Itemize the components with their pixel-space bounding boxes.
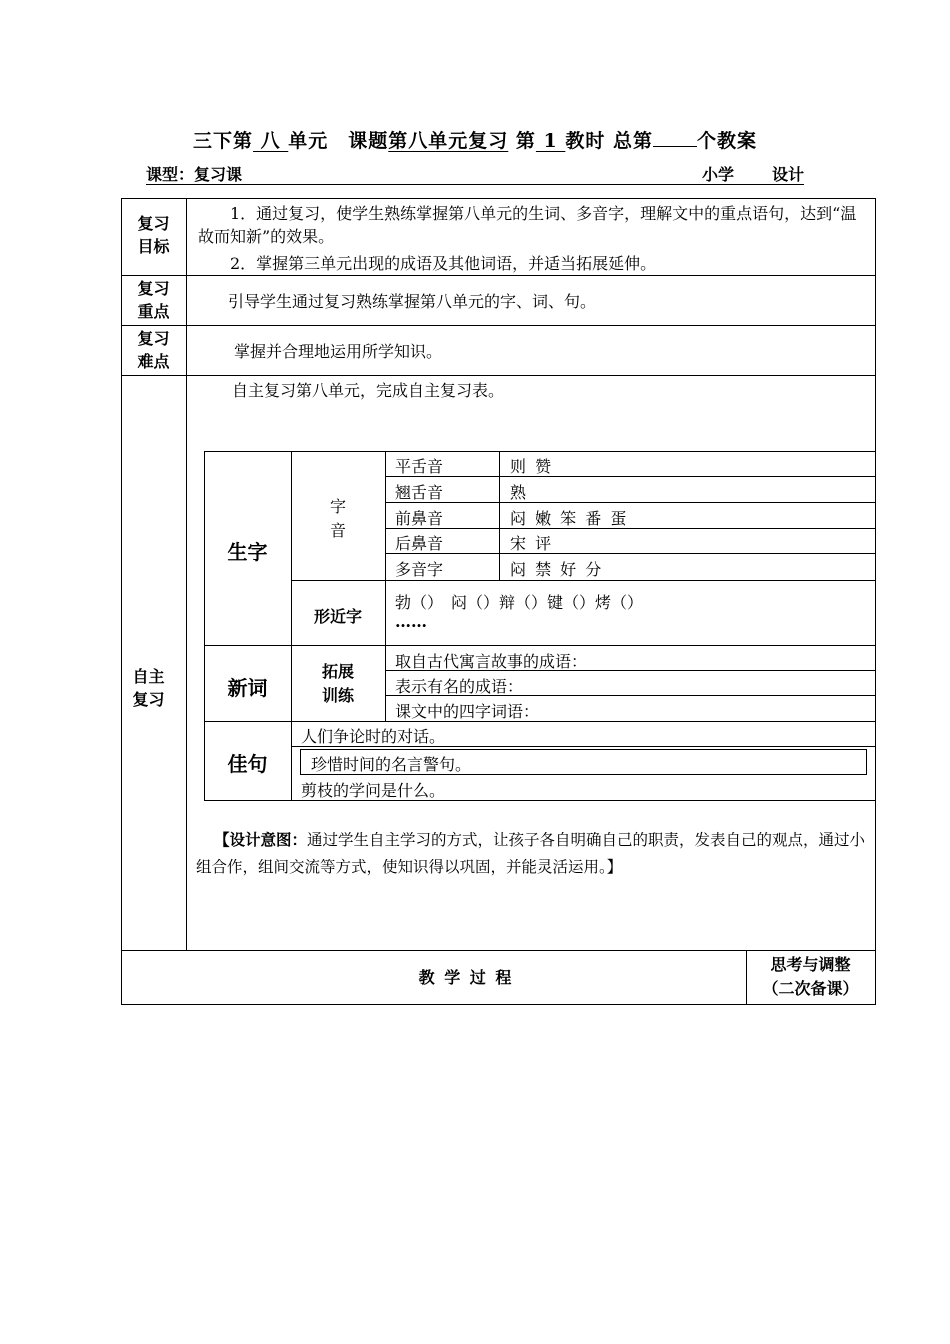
sound-chars: 宋 评: [510, 534, 554, 553]
teaching-process-label: 教 学 过 程: [418, 968, 514, 987]
lesson-number: 1: [535, 130, 566, 152]
jiaju-item: 珍惜时间的名言警句。: [311, 755, 472, 774]
sound-chars: 闷 禁 好 分: [510, 560, 604, 579]
school-design: 小学 设计: [701, 165, 804, 184]
adjust-label-1: 思考与调整: [770, 955, 851, 974]
lesson-topic: 第八单元复习: [388, 130, 509, 152]
goal-text-1: 1．通过复习，使学生熟练掌握第八单元的生词、多音字，理解文中的重点语句，达到“温故而知新”的效果。: [198, 204, 857, 246]
shengzi-label: 生字: [227, 540, 268, 564]
sound-type: 前鼻音: [395, 509, 444, 528]
self-review-intro: 自主复习第八单元，完成自主复习表。: [232, 381, 505, 400]
difficulty-label: 复习 难点: [137, 329, 170, 371]
sound-type: 后鼻音: [395, 534, 444, 553]
sound-type: 平舌音: [395, 457, 444, 476]
sound-chars: 闷 嫩 笨 番 蛋: [510, 509, 629, 528]
goal-text-2: 2．掌握第三单元出现的成语及其他词语，并适当拓展延伸。: [230, 254, 657, 273]
xinci-item: 表示有名的成语：: [395, 677, 524, 696]
xinci-item: 取自古代寓言故事的成语：: [395, 652, 588, 671]
unit-number: 八: [253, 130, 289, 152]
design-intent-label: 【设计意图：: [214, 830, 308, 849]
xingjinzi-line-1: 勃（） 闷（）辩（）键（）烤（）: [395, 593, 644, 612]
difficulty-text: 掌握并合理地运用所学知识。: [234, 342, 443, 361]
goal-label: 复习 目标: [137, 214, 170, 256]
total-blank: [653, 132, 697, 147]
xinci-label: 新词: [227, 676, 268, 700]
subheader: [146, 162, 804, 185]
page-title: 三下第 八 单元 课题第八单元复习 第 1 教时 总第 个教案: [193, 130, 757, 152]
design-intent-text: 通过学生自主学习的方式，让孩子各自明确自己的职责，发表自己的观点，通过小组合作，组间交流等方式，使知识得以巩固，并能灵活运用。】: [196, 831, 866, 876]
sound-type: 翘舌音: [395, 483, 444, 502]
sound-type: 多音字: [395, 560, 444, 579]
jiaju-item: 人们争论时的对话。: [301, 727, 446, 746]
tuozhan-label: 拓展 训练: [321, 662, 354, 705]
sound-chars: 熟: [510, 483, 529, 502]
focus-text: 引导学生通过复习熟练掌握第八单元的字、词、句。: [228, 292, 597, 311]
jiaju-label: 佳句: [227, 752, 268, 776]
adjust-label-2: （二次备课）: [762, 979, 859, 998]
focus-label: 复习 重点: [137, 279, 170, 321]
ziyin-label: 字 音: [329, 497, 346, 540]
self-review-label: 自主 复习: [132, 667, 165, 709]
xinci-item: 课文中的四字词语：: [395, 702, 540, 721]
design-intent: [196, 826, 870, 881]
jiaju-item: 剪枝的学问是什么。: [301, 781, 446, 800]
xingjinzi-line-2: ……: [395, 612, 427, 631]
xingjinzi-label: 形近字: [313, 607, 362, 626]
sound-chars: 则 赞: [510, 457, 554, 476]
lesson-type: 课型：复习课: [146, 165, 243, 184]
